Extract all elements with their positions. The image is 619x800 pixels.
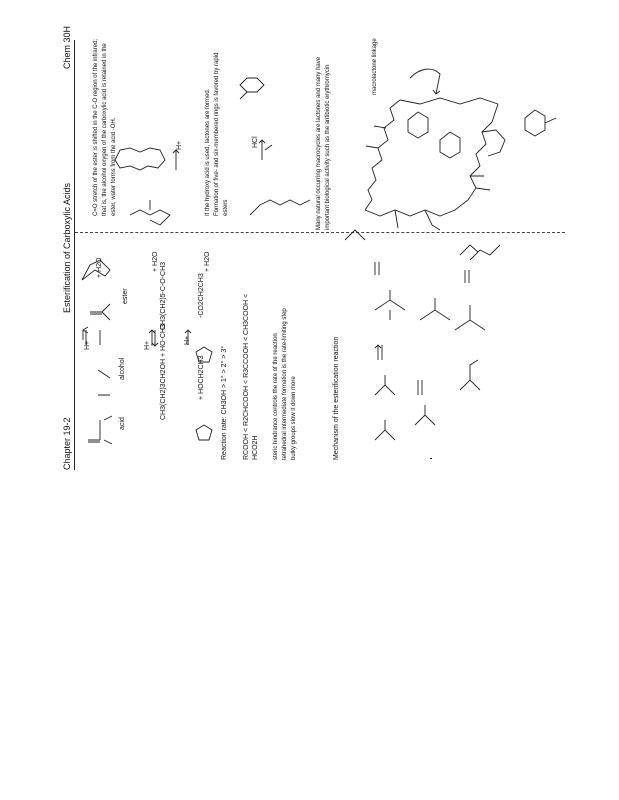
macrolide-structure — [365, 69, 556, 230]
water-label-2: + H2O — [152, 251, 159, 272]
page-title: Esterification of Carboxylic Acids — [62, 182, 72, 313]
formula-product: CH3(CH2)5-C-O-CH3 — [160, 261, 167, 330]
macrolactone-label: macrolactone linkage — [372, 38, 378, 95]
acid-label: acid — [119, 417, 126, 430]
alcohol-label: alcohol — [119, 357, 126, 380]
water-label: + H2O — [96, 257, 103, 278]
fischer-reaction-structures — [83, 304, 112, 444]
course-label: Chem 30H — [62, 25, 72, 69]
acid-order-2: HCO2H — [252, 435, 259, 460]
acid-order: RCOOH < R2CHCOOH < R3CCOOH < CH3COOH < — [243, 293, 250, 460]
right-column-structures — [82, 78, 310, 280]
mechanism-title: Mechanism of the esterification reaction — [333, 336, 340, 460]
catalyst-label-2: H+ — [144, 340, 151, 350]
ir-note-2: that is, the alcohol oxygen of the carboxylic acid is retained in the — [102, 43, 108, 216]
reaction-rate-line: Reaction rate: CH3OH > 1° > 2° > 3° — [221, 345, 228, 460]
cyclopentyl-product: -CO2CH2CH3 — [198, 273, 205, 318]
macro-note-1: Many natural occurring macrocycles are lactones and many have — [316, 56, 322, 230]
reactivity-note-1: steric hindrance controls the rate of the reaction — [273, 333, 279, 460]
lactone-note-3: esters — [223, 199, 229, 216]
h-plus-label: H+ — [176, 140, 183, 150]
ir-note-1: C=O stretch of the ester is shifted in the C-O region of the infrared; — [93, 39, 99, 216]
chapter-label: Chapter 19-2 — [62, 417, 72, 470]
lactone-note-1: If the hydroxy acid is used, lactones are formed. — [205, 88, 211, 216]
catalyst-label-3: H+ — [184, 335, 191, 345]
macro-note-2: important biological activity such as the antibiotic erythromycin — [325, 64, 331, 230]
formula-reactants: CH3(CH2)3CH2OH + HO-CH3 — [160, 324, 167, 420]
catalyst-label-1: H+ — [84, 340, 91, 350]
ester-label: ester — [122, 288, 129, 304]
lactone-note-2: Formation of five- and six-membered rings is favored by rapid — [214, 52, 220, 216]
hcl-label: HCl — [252, 136, 259, 148]
formula-reaction-arrows — [149, 330, 158, 346]
reactivity-note-2: tetrahedral intermediate formation is the rate-limiting step — [282, 308, 288, 460]
ir-note-3: ester, water forms from the acid -OH. — [111, 117, 117, 216]
water-label-3: + H2O — [204, 251, 211, 272]
reactivity-note-3: bulky groups slow it down more — [291, 376, 297, 460]
mechanism-structures — [345, 230, 500, 440]
cyclopentane-rings — [185, 330, 212, 440]
cyclopentyl-reactants: + HOCH2CH3 — [198, 355, 205, 400]
